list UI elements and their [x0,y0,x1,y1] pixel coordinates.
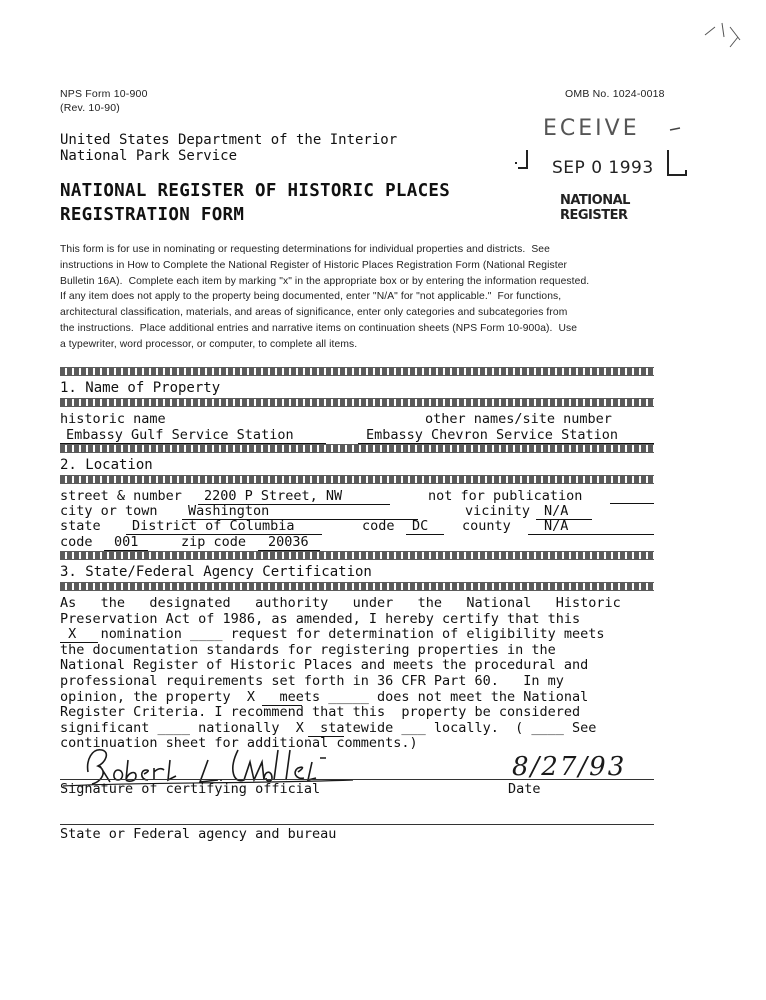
certification-line: opinion, the property X meets _____ does not meet the National [60,688,589,705]
instructions-line: Bulletin 16A). Complete each item by marking "x" in the appropriate box or by entering the information requested. [60,275,590,287]
street-field[interactable]: 2200 P Street, NW [198,488,390,505]
stamp-office-line2: REGISTER [560,208,628,223]
section2-heading: 2. Location [60,457,153,473]
date-label: Date [508,781,541,797]
stamp-office-line1: NATIONAL [560,193,630,208]
nomination-check-underline [60,642,98,643]
county-field[interactable]: N/A [528,518,654,535]
certification-line: professional requirements set forth in 36 CFR Part 60. In my [60,672,564,689]
statewide-check-underline [308,736,344,737]
section-divider [60,444,654,453]
section-divider [60,398,654,407]
section-divider [60,475,654,484]
certification-line: National Register of Historic Places and meets the procedural and [60,657,589,674]
corner-pen-mark [700,15,750,55]
county-code-field[interactable]: 001 [104,534,148,551]
section1-heading: 1. Name of Property [60,380,221,396]
not-for-publication-field[interactable] [610,488,654,504]
stamp-date: SEP 0 1993 [552,158,654,178]
certification-line: significant ____ nationally X statewide ___ locally. ( ____ See [60,719,597,736]
department-name: United States Department of the Interior [60,132,398,148]
historic-name-field[interactable]: Embassy Gulf Service Station [60,427,326,444]
section-divider [60,367,654,376]
state-code-label: code [362,518,395,534]
state-field[interactable]: District of Columbia [126,518,322,535]
signature-line [60,779,654,780]
vicinity-label: vicinity [465,503,531,519]
instructions-line: If any item does not apply to the property being documented, enter "N/A" for "not applicable." For functions, [60,291,562,303]
historic-name-label: historic name [60,411,166,427]
instructions-block [60,242,660,353]
stamp-bracket-marks [510,120,690,180]
certification-line: As the designated authority under the National Historic [60,595,621,611]
certification-line: Register Criteria. I recommend that this property be considered [60,704,581,721]
section-divider [60,582,654,591]
signature-date: 8/27/93 [512,752,627,782]
other-names-label: other names/site number [425,411,612,427]
not-for-publication-label: not for publication [428,488,583,504]
section-divider [60,551,654,560]
instructions-line: This form is for use in nominating or requesting determinations for individual properties and districts. See [60,244,550,255]
certification-line: Preservation Act of 1986, as amended, I hereby certify that this [60,610,581,627]
zip-label: zip code [181,534,247,550]
meets-check-underline [262,705,302,706]
city-field[interactable]: Washington [182,503,418,520]
form-title-line1: NATIONAL REGISTER OF HISTORIC PLACES [60,181,451,201]
instructions-line: architectural classification, materials, and areas of significance, enter only categories and subcategories from [60,307,568,319]
street-label: street & number [60,488,182,504]
instructions-line: instructions in How to Complete the National Register of Historic Places Registration Form (National Register [60,259,568,271]
omb-number: OMB No. 1024-0018 [565,88,665,100]
other-names-field[interactable]: Embassy Chevron Service Station [358,427,654,444]
form-number: NPS Form 10-900 [60,88,148,100]
county-code-label: code [60,534,93,550]
certification-statement [60,596,654,752]
form-revision: (Rev. 10-90) [60,102,120,114]
agency-line [60,824,654,825]
agency-label: State or Federal agency and bureau [60,826,337,842]
county-label: county [462,518,511,534]
state-code-field[interactable]: DC [406,518,444,535]
signature-label: Signature of certifying official [60,781,321,797]
zip-field[interactable]: 20036 [258,534,320,551]
certification-line: the documentation standards for registering properties in the [60,641,556,658]
vicinity-field[interactable]: N/A [536,503,592,520]
state-label: state [60,518,101,534]
certification-line: continuation sheet for additional comments.) [60,735,418,752]
form-title-line2: REGISTRATION FORM [60,205,245,225]
certification-line: X nomination ____ request for determination of eligibility meets [60,626,605,643]
stamp-received-text: ECEIVE [543,116,640,141]
section3-heading: 3. State/Federal Agency Certification [60,564,372,580]
service-name: National Park Service [60,148,238,164]
instructions-line: the instructions. Place additional entries and narrative items on continuation sheets (NPS Form 10-900a). Use [60,322,578,334]
instructions-line: a typewriter, word processor, or computer, to complete all items. [60,338,358,350]
city-label: city or town [60,503,158,519]
